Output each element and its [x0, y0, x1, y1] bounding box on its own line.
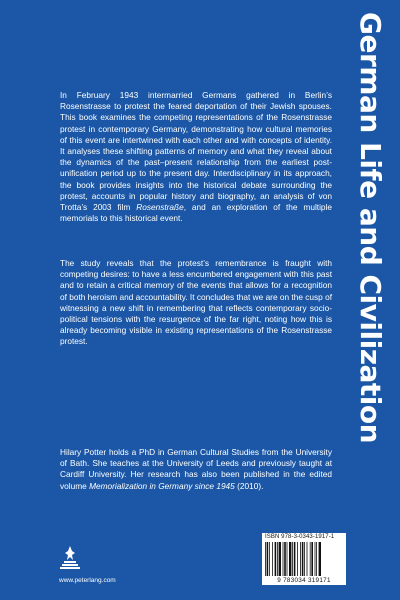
- barcode: [264, 542, 344, 576]
- bio-text-a: Hilary Potter holds a PhD in German Cultural Studies from the University of Bath. She teaches at the University of Leeds and previously taught at Cardiff University. Her research has also been published in the edited volume: [60, 447, 332, 491]
- author-bio-text: [60, 447, 332, 492]
- blurb-text-2: The study reveals that the protest’s remembrance is fraught with competing desires: to have a less encumbered engagement with this past and to retain a critical memory of the events that allows for a recognition of both heroism and accountability. It concludes that we are on the cusp of witnessing a new shift in remembering that reflects contemporary socio-political tensions with the resurgence of the far right, noting how this is already becoming visible in existing representations of the Rosenstrasse protest.: [60, 258, 332, 347]
- blurb-text-1: [60, 90, 332, 224]
- website-link[interactable]: www.peterlang.com: [59, 577, 116, 584]
- film-title: Rosenstraße: [136, 202, 184, 213]
- isbn-label: ISBN 978-3-0343-1917-1: [265, 534, 335, 540]
- peter-lang-logo-icon: [59, 545, 81, 569]
- blurb-text-1a: In February 1943 intermarried Germans gathered in Berlin’s Rosenstrasse to protest the feared deportation of their Jewish spouses. This book examines the competing representations of the Rosenstrasse protest in contemporary Germany, demonstrating how cultural memories of this event are intertwined with each other and with concepts of identity. It analyses these shifting patterns of memory and what they reveal about the dynamics of the past–present relationship from the earliest post-unification period up to the present day. Interdisciplinary in its approach, the book provides insights into the historical debate surrounding the protest, accounts in popular history and biography, an analysis of von Trotta’s 2003 film: [60, 90, 332, 213]
- bio-text-b: (2010).: [234, 480, 264, 491]
- barcode-digits: 9 783034 319171: [277, 577, 331, 584]
- blurb-text-1b: , and an exploration of the multiple memorials to this historical event.: [60, 202, 333, 224]
- volume-title: Memorialization in Germany since 1945: [89, 480, 235, 491]
- author-bio: [60, 447, 332, 492]
- blurb-paragraph-2: [60, 258, 332, 348]
- series-title: German Life and Civilization: [354, 12, 387, 444]
- blurb-paragraph-1: [60, 90, 332, 224]
- isbn-barcode-box: [262, 533, 346, 585]
